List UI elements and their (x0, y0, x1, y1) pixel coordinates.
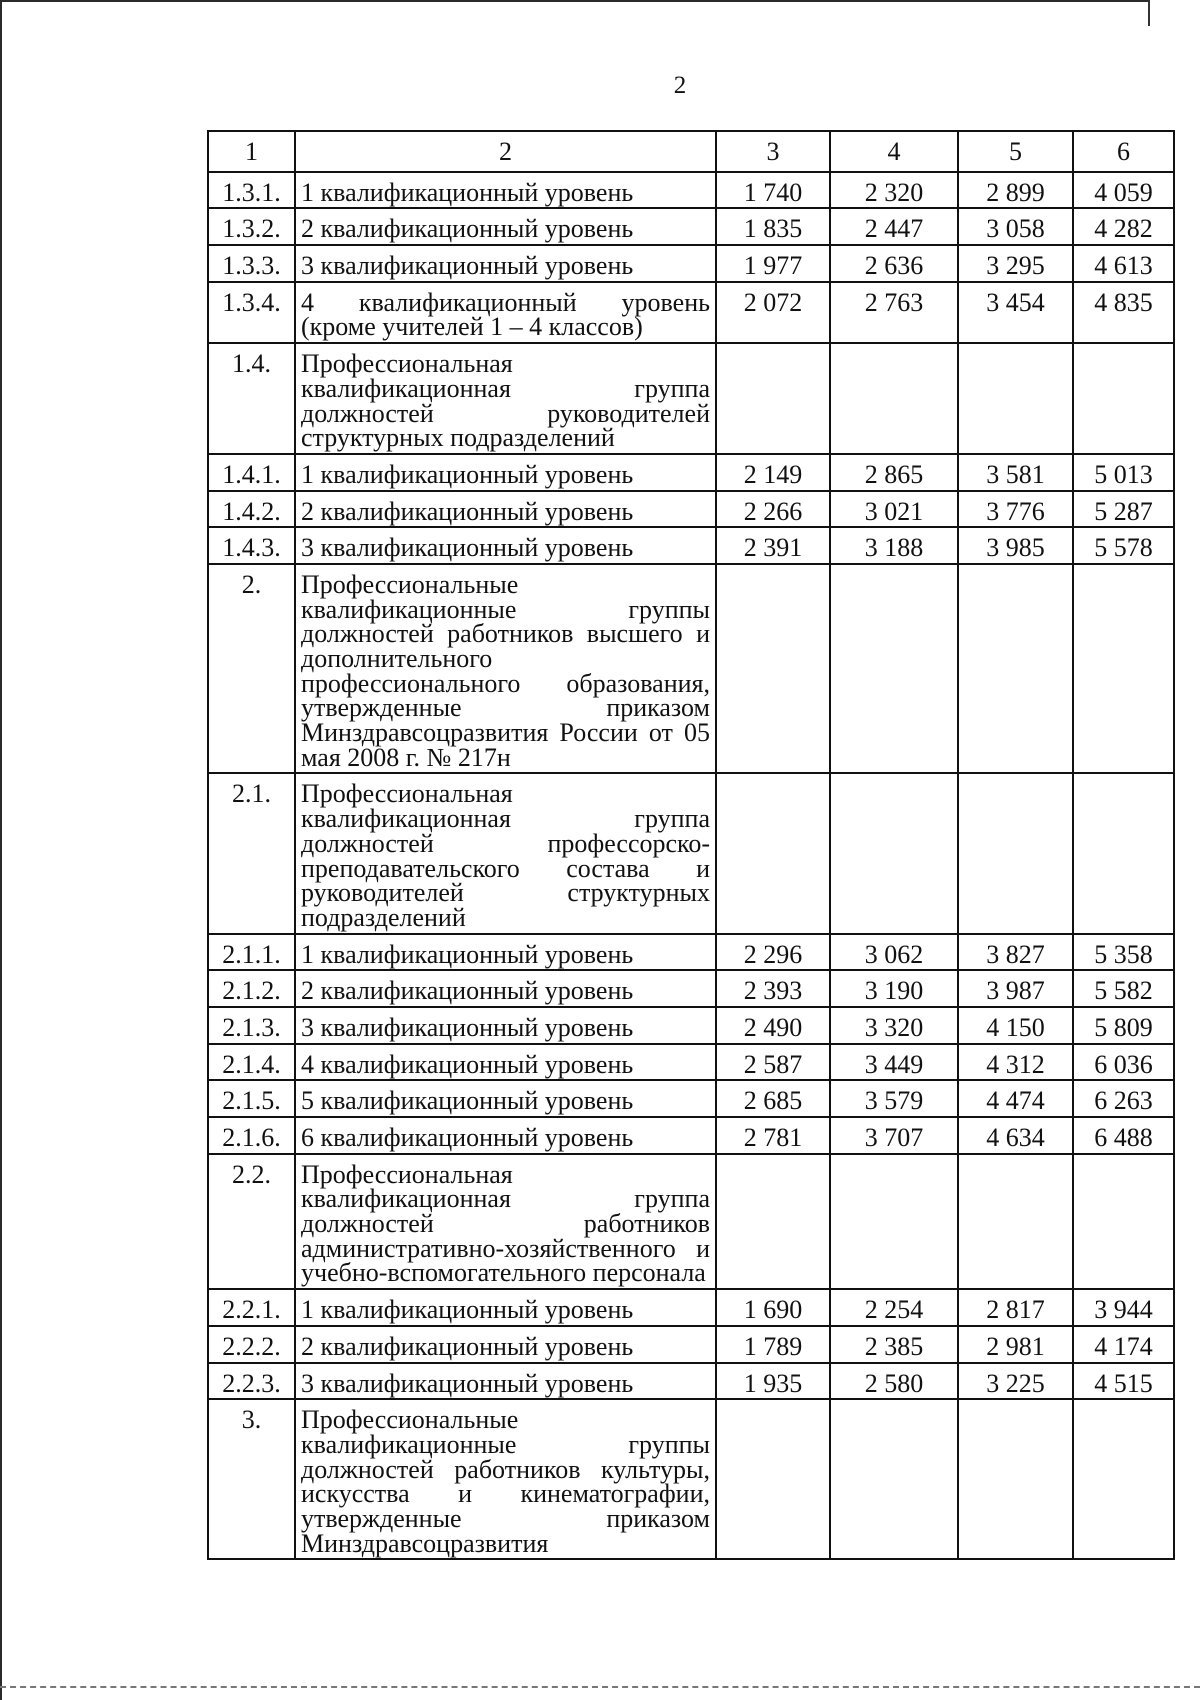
table-group-row (208, 773, 1174, 933)
row-value-col3: 2 072 (716, 282, 830, 343)
row-value-col3: 1 835 (716, 208, 830, 245)
row-value-col3: 2 685 (716, 1080, 830, 1117)
row-name-cell: Профессиональные квалификационные группы должностей работников культуры, искусства и кинематографии, утвержденные приказом Минздравсоцразвития (295, 1399, 716, 1559)
header-cell: 5 (958, 131, 1073, 172)
row-code-cell: 3. (208, 1399, 295, 1559)
row-value-col3: 2 266 (716, 491, 830, 528)
row-value-col3: 1 935 (716, 1363, 830, 1400)
row-code-cell: 1.4. (208, 343, 295, 454)
row-value-col3: 1 690 (716, 1289, 830, 1326)
row-value-col5: 4 150 (958, 1007, 1073, 1044)
row-value-col3: 2 393 (716, 970, 830, 1007)
table-row (208, 1117, 1174, 1154)
row-value-col4: 3 579 (830, 1080, 958, 1117)
row-value-col5: 3 225 (958, 1363, 1073, 1400)
table-row (208, 282, 1174, 343)
scan-edge-right (1148, 0, 1150, 26)
row-value-col4: 2 320 (830, 172, 958, 209)
row-code-cell: 2.1.2. (208, 970, 295, 1007)
row-value-col5: 4 312 (958, 1044, 1073, 1081)
row-value-col4: 2 636 (830, 245, 958, 282)
row-name-cell: 3 квалификационный уровень (295, 1007, 716, 1044)
row-name-cell: 1 квалификационный уровень (295, 172, 716, 209)
row-value-col3: 1 740 (716, 172, 830, 209)
row-value-col6: 5 287 (1073, 491, 1174, 528)
row-value-col3: 2 296 (716, 934, 830, 971)
table-row (208, 1080, 1174, 1117)
row-value-col6 (1073, 773, 1174, 933)
row-value-col5: 3 985 (958, 527, 1073, 564)
row-name-cell: 4 квалификационный уровень (295, 1044, 716, 1081)
row-value-col3 (716, 1399, 830, 1559)
row-value-col6: 4 613 (1073, 245, 1174, 282)
row-value-col4: 3 707 (830, 1117, 958, 1154)
row-value-col3: 2 781 (716, 1117, 830, 1154)
row-value-col3: 2 149 (716, 454, 830, 491)
table-row (208, 934, 1174, 971)
row-value-col3 (716, 1154, 830, 1289)
row-value-col6: 6 263 (1073, 1080, 1174, 1117)
row-value-col6: 4 515 (1073, 1363, 1174, 1400)
row-name-cell: Профессиональные квалификационные группы должностей работников высшего и дополнительного профессионального образования, утвержденные приказом Минздравсоцразвития России от 05 мая 2008 г. № 217н (295, 564, 716, 774)
row-code-cell: 2. (208, 564, 295, 774)
row-name-cell: 1 квалификационный уровень (295, 1289, 716, 1326)
row-name-cell: Профессиональная квалификационная группа должностей работников административно-хозяйственного и учебно-вспомогательного персонала (295, 1154, 716, 1289)
row-value-col3 (716, 343, 830, 454)
row-value-col4 (830, 773, 958, 933)
row-value-col3: 1 789 (716, 1326, 830, 1363)
row-value-col5: 2 899 (958, 172, 1073, 209)
row-code-cell: 2.1. (208, 773, 295, 933)
row-value-col6: 4 282 (1073, 208, 1174, 245)
row-code-cell: 1.3.2. (208, 208, 295, 245)
row-value-col4: 3 449 (830, 1044, 958, 1081)
table-row (208, 491, 1174, 528)
row-value-col4: 3 188 (830, 527, 958, 564)
row-code-cell: 1.4.2. (208, 491, 295, 528)
row-name-cell: 1 квалификационный уровень (295, 454, 716, 491)
scan-edge-top (0, 0, 1150, 2)
table-group-row (208, 564, 1174, 774)
row-value-col5: 3 058 (958, 208, 1073, 245)
row-name-cell: 1 квалификационный уровень (295, 934, 716, 971)
row-name-cell: 6 квалификационный уровень (295, 1117, 716, 1154)
row-value-col6: 5 809 (1073, 1007, 1174, 1044)
table-row (208, 1007, 1174, 1044)
table-row (208, 527, 1174, 564)
row-value-col6: 5 578 (1073, 527, 1174, 564)
row-value-col6: 3 944 (1073, 1289, 1174, 1326)
table-row (208, 1363, 1174, 1400)
table-row (208, 208, 1174, 245)
row-value-col6: 5 358 (1073, 934, 1174, 971)
salary-table (207, 130, 1175, 1560)
row-value-col6 (1073, 1399, 1174, 1559)
row-code-cell: 2.1.3. (208, 1007, 295, 1044)
row-value-col3 (716, 773, 830, 933)
row-value-col5: 2 981 (958, 1326, 1073, 1363)
row-value-col5: 4 474 (958, 1080, 1073, 1117)
row-code-cell: 2.1.4. (208, 1044, 295, 1081)
row-value-col5 (958, 1154, 1073, 1289)
row-name-cell: 3 квалификационный уровень (295, 1363, 716, 1400)
row-value-col4: 3 320 (830, 1007, 958, 1044)
header-cell: 4 (830, 131, 958, 172)
row-value-col6 (1073, 1154, 1174, 1289)
row-value-col3: 2 490 (716, 1007, 830, 1044)
row-value-col4: 3 190 (830, 970, 958, 1007)
table-row (208, 454, 1174, 491)
row-value-col5: 2 817 (958, 1289, 1073, 1326)
row-name-cell: 4 квалификационный уровень (кроме учителей 1 – 4 классов) (295, 282, 716, 343)
row-code-cell: 1.4.3. (208, 527, 295, 564)
row-value-col6: 5 013 (1073, 454, 1174, 491)
row-value-col4 (830, 1399, 958, 1559)
row-code-cell: 1.4.1. (208, 454, 295, 491)
table-body (208, 131, 1174, 1559)
row-name-cell: 2 квалификационный уровень (295, 208, 716, 245)
row-value-col4: 2 385 (830, 1326, 958, 1363)
row-name-cell: 2 квалификационный уровень (295, 491, 716, 528)
table-row (208, 1044, 1174, 1081)
row-code-cell: 2.1.6. (208, 1117, 295, 1154)
table-group-row (208, 1399, 1174, 1559)
row-value-col3: 2 587 (716, 1044, 830, 1081)
row-value-col6 (1073, 343, 1174, 454)
row-value-col4: 2 447 (830, 208, 958, 245)
row-name-cell: 3 квалификационный уровень (295, 527, 716, 564)
row-value-col4 (830, 343, 958, 454)
row-code-cell: 2.1.5. (208, 1080, 295, 1117)
row-value-col5 (958, 1399, 1073, 1559)
row-code-cell: 2.2. (208, 1154, 295, 1289)
table-group-row (208, 343, 1174, 454)
row-value-col5: 4 634 (958, 1117, 1073, 1154)
table-row (208, 172, 1174, 209)
row-value-col6: 6 488 (1073, 1117, 1174, 1154)
row-code-cell: 2.2.1. (208, 1289, 295, 1326)
row-value-col5: 3 581 (958, 454, 1073, 491)
row-value-col5: 3 987 (958, 970, 1073, 1007)
row-code-cell: 1.3.4. (208, 282, 295, 343)
row-value-col5 (958, 343, 1073, 454)
row-value-col3: 1 977 (716, 245, 830, 282)
table-row (208, 970, 1174, 1007)
row-name-cell: Профессиональная квалификационная группа должностей руководителей структурных подразделений (295, 343, 716, 454)
row-value-col6: 6 036 (1073, 1044, 1174, 1081)
row-value-col6 (1073, 564, 1174, 774)
table-header-row (208, 131, 1174, 172)
header-cell: 1 (208, 131, 295, 172)
row-code-cell: 2.2.3. (208, 1363, 295, 1400)
row-name-cell: 2 квалификационный уровень (295, 970, 716, 1007)
row-name-cell: 2 квалификационный уровень (295, 1326, 716, 1363)
row-value-col3: 2 391 (716, 527, 830, 564)
row-value-col5 (958, 773, 1073, 933)
row-value-col5: 3 776 (958, 491, 1073, 528)
row-code-cell: 2.2.2. (208, 1326, 295, 1363)
row-name-cell: Профессиональная квалификационная группа должностей профессорско-преподавательского состава и руководителей структурных подразделений (295, 773, 716, 933)
row-value-col5: 3 454 (958, 282, 1073, 343)
scan-edge-left (0, 0, 2, 1700)
row-value-col4 (830, 564, 958, 774)
table-row (208, 1326, 1174, 1363)
table-group-row (208, 1154, 1174, 1289)
table-row (208, 245, 1174, 282)
scan-edge-bottom (0, 1686, 1200, 1688)
row-value-col6: 4 835 (1073, 282, 1174, 343)
row-code-cell: 2.1.1. (208, 934, 295, 971)
row-code-cell: 1.3.3. (208, 245, 295, 282)
header-cell: 6 (1073, 131, 1174, 172)
header-cell: 3 (716, 131, 830, 172)
row-value-col6: 5 582 (1073, 970, 1174, 1007)
row-value-col5 (958, 564, 1073, 774)
row-value-col4: 2 763 (830, 282, 958, 343)
row-value-col6: 4 174 (1073, 1326, 1174, 1363)
row-name-cell: 3 квалификационный уровень (295, 245, 716, 282)
row-code-cell: 1.3.1. (208, 172, 295, 209)
row-value-col4: 3 021 (830, 491, 958, 528)
row-value-col5: 3 295 (958, 245, 1073, 282)
row-value-col4: 2 865 (830, 454, 958, 491)
header-cell: 2 (295, 131, 716, 172)
row-value-col4: 2 254 (830, 1289, 958, 1326)
row-value-col4 (830, 1154, 958, 1289)
row-value-col3 (716, 564, 830, 774)
row-value-col6: 4 059 (1073, 172, 1174, 209)
row-value-col4: 3 062 (830, 934, 958, 971)
table-row (208, 1289, 1174, 1326)
row-value-col4: 2 580 (830, 1363, 958, 1400)
row-name-cell: 5 квалификационный уровень (295, 1080, 716, 1117)
row-value-col5: 3 827 (958, 934, 1073, 971)
page-number: 2 (673, 72, 687, 99)
